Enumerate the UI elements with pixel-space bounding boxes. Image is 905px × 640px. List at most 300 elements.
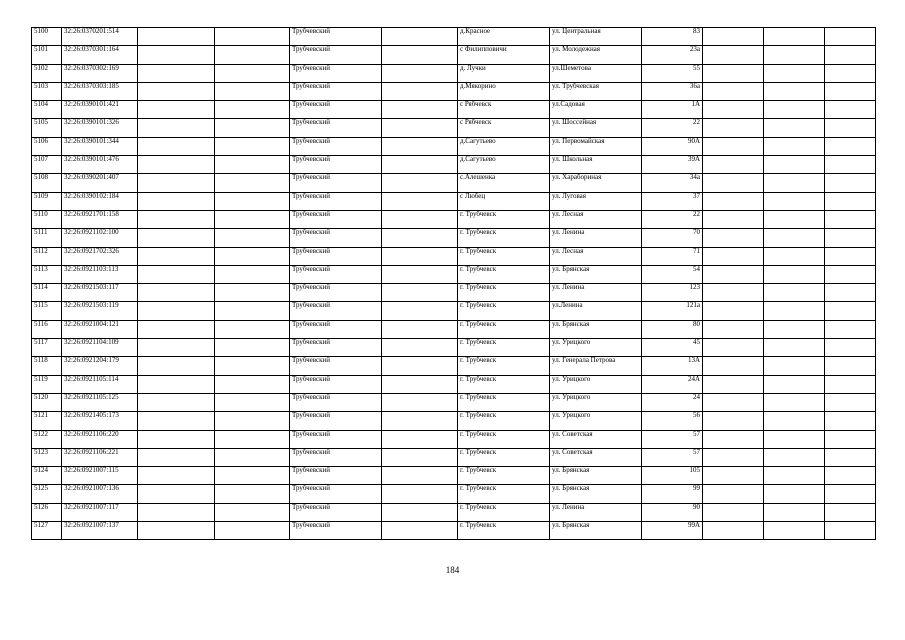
- empty-cell: [703, 119, 764, 137]
- empty-cell: [215, 522, 290, 540]
- empty-cell: [703, 485, 764, 503]
- table-row: [32, 448, 876, 466]
- table-row: [32, 357, 876, 375]
- cadastral-number-cell: 32:26:0921106:221: [62, 448, 138, 466]
- table-row: [32, 302, 876, 320]
- empty-cell: [382, 485, 458, 503]
- house-number-cell: 24: [642, 393, 703, 411]
- empty-cell: [703, 412, 764, 430]
- empty-cell: [138, 485, 215, 503]
- empty-cell: [825, 46, 876, 64]
- empty-cell: [382, 64, 458, 82]
- table-row: [32, 247, 876, 265]
- district-cell: Трубчевский: [290, 357, 382, 375]
- empty-cell: [764, 393, 825, 411]
- empty-cell: [215, 101, 290, 119]
- district-cell: Трубчевский: [290, 485, 382, 503]
- empty-cell: [382, 229, 458, 247]
- empty-cell: [215, 82, 290, 100]
- empty-cell: [764, 192, 825, 210]
- street-cell: ул. Брянская: [550, 320, 642, 338]
- empty-cell: [382, 137, 458, 155]
- district-cell: Трубчевский: [290, 119, 382, 137]
- empty-cell: [138, 156, 215, 174]
- cadastral-number-cell: 32:26:0921007:117: [62, 503, 138, 521]
- row-number-cell: 5113: [32, 265, 62, 283]
- street-cell: ул.Шеметова: [550, 64, 642, 82]
- empty-cell: [764, 119, 825, 137]
- empty-cell: [215, 320, 290, 338]
- district-cell: Трубчевский: [290, 320, 382, 338]
- house-number-cell: 45: [642, 339, 703, 357]
- district-cell: Трубчевский: [290, 28, 382, 46]
- house-number-cell: 99А: [642, 522, 703, 540]
- house-number-cell: 57: [642, 448, 703, 466]
- table-row: [32, 339, 876, 357]
- settlement-cell: г. Трубчевск: [458, 210, 550, 228]
- empty-cell: [825, 320, 876, 338]
- row-number-cell: 5117: [32, 339, 62, 357]
- street-cell: ул.Ленина: [550, 302, 642, 320]
- empty-cell: [764, 229, 825, 247]
- house-number-cell: 121а: [642, 302, 703, 320]
- house-number-cell: 36а: [642, 82, 703, 100]
- cadastral-number-cell: 32:26:0921503:119: [62, 302, 138, 320]
- row-number-cell: 5100: [32, 28, 62, 46]
- settlement-cell: г. Трубчевск: [458, 302, 550, 320]
- empty-cell: [825, 357, 876, 375]
- empty-cell: [764, 412, 825, 430]
- empty-cell: [215, 357, 290, 375]
- street-cell: ул. Ленина: [550, 503, 642, 521]
- empty-cell: [215, 503, 290, 521]
- empty-cell: [215, 339, 290, 357]
- empty-cell: [703, 357, 764, 375]
- empty-cell: [703, 156, 764, 174]
- house-number-cell: 22: [642, 119, 703, 137]
- cadastral-number-cell: 32:26:0390201:407: [62, 174, 138, 192]
- empty-cell: [382, 302, 458, 320]
- empty-cell: [215, 137, 290, 155]
- row-number-cell: 5114: [32, 284, 62, 302]
- table-row: [32, 430, 876, 448]
- district-cell: Трубчевский: [290, 522, 382, 540]
- house-number-cell: 34а: [642, 174, 703, 192]
- empty-cell: [764, 284, 825, 302]
- empty-cell: [764, 522, 825, 540]
- house-number-cell: 24А: [642, 375, 703, 393]
- row-number-cell: 5111: [32, 229, 62, 247]
- street-cell: ул. Лесная: [550, 210, 642, 228]
- settlement-cell: с.Алешенка: [458, 174, 550, 192]
- settlement-cell: с Любец: [458, 192, 550, 210]
- street-cell: ул. Ленина: [550, 229, 642, 247]
- settlement-cell: с Рябчевск: [458, 101, 550, 119]
- empty-cell: [825, 28, 876, 46]
- empty-cell: [215, 28, 290, 46]
- row-number-cell: 5121: [32, 412, 62, 430]
- empty-cell: [825, 412, 876, 430]
- empty-cell: [215, 302, 290, 320]
- street-cell: ул. Центральная: [550, 28, 642, 46]
- district-cell: Трубчевский: [290, 284, 382, 302]
- row-number-cell: 5127: [32, 522, 62, 540]
- empty-cell: [382, 46, 458, 64]
- settlement-cell: г. Трубчевск: [458, 485, 550, 503]
- cadastral-number-cell: 32:26:0390101:476: [62, 156, 138, 174]
- cadastral-number-cell: 32:26:0921405:173: [62, 412, 138, 430]
- empty-cell: [382, 82, 458, 100]
- empty-cell: [703, 174, 764, 192]
- empty-cell: [764, 174, 825, 192]
- cadastral-number-cell: 32:26:0390101:326: [62, 119, 138, 137]
- house-number-cell: 57: [642, 430, 703, 448]
- empty-cell: [825, 503, 876, 521]
- empty-cell: [703, 320, 764, 338]
- empty-cell: [703, 210, 764, 228]
- cadastral-number-cell: 32:26:0921105:114: [62, 375, 138, 393]
- empty-cell: [764, 247, 825, 265]
- street-cell: ул. Лесная: [550, 247, 642, 265]
- house-number-cell: 71: [642, 247, 703, 265]
- empty-cell: [215, 265, 290, 283]
- district-cell: Трубчевский: [290, 101, 382, 119]
- row-number-cell: 5122: [32, 430, 62, 448]
- empty-cell: [215, 247, 290, 265]
- empty-cell: [825, 375, 876, 393]
- empty-cell: [382, 339, 458, 357]
- table-row: [32, 522, 876, 540]
- empty-cell: [825, 210, 876, 228]
- cadastral-number-cell: 32:26:0921007:137: [62, 522, 138, 540]
- empty-cell: [764, 357, 825, 375]
- empty-cell: [825, 302, 876, 320]
- empty-cell: [703, 101, 764, 119]
- empty-cell: [138, 46, 215, 64]
- house-number-cell: 37: [642, 192, 703, 210]
- empty-cell: [382, 265, 458, 283]
- cadastral-number-cell: 32:26:0921102:100: [62, 229, 138, 247]
- district-cell: Трубчевский: [290, 430, 382, 448]
- district-cell: Трубчевский: [290, 375, 382, 393]
- settlement-cell: г. Трубчевск: [458, 522, 550, 540]
- empty-cell: [764, 339, 825, 357]
- empty-cell: [138, 522, 215, 540]
- empty-cell: [215, 156, 290, 174]
- empty-cell: [215, 64, 290, 82]
- district-cell: Трубчевский: [290, 265, 382, 283]
- district-cell: Трубчевский: [290, 412, 382, 430]
- empty-cell: [382, 247, 458, 265]
- table-row: [32, 174, 876, 192]
- street-cell: ул. Харабориная: [550, 174, 642, 192]
- empty-cell: [382, 210, 458, 228]
- table-row: [32, 156, 876, 174]
- settlement-cell: г. Трубчевск: [458, 503, 550, 521]
- row-number-cell: 5124: [32, 467, 62, 485]
- house-number-cell: 90: [642, 503, 703, 521]
- settlement-cell: г. Трубчевск: [458, 320, 550, 338]
- row-number-cell: 5110: [32, 210, 62, 228]
- row-number-cell: 5115: [32, 302, 62, 320]
- row-number-cell: 5123: [32, 448, 62, 466]
- empty-cell: [382, 101, 458, 119]
- house-number-cell: 54: [642, 265, 703, 283]
- street-cell: ул.Садовая: [550, 101, 642, 119]
- empty-cell: [825, 339, 876, 357]
- district-cell: Трубчевский: [290, 156, 382, 174]
- street-cell: ул. Ленина: [550, 284, 642, 302]
- house-number-cell: 13А: [642, 357, 703, 375]
- empty-cell: [703, 247, 764, 265]
- empty-cell: [215, 375, 290, 393]
- empty-cell: [825, 82, 876, 100]
- street-cell: ул. Школьная: [550, 156, 642, 174]
- table-row: [32, 192, 876, 210]
- row-number-cell: 5120: [32, 393, 62, 411]
- empty-cell: [703, 339, 764, 357]
- settlement-cell: д.Сагутьево: [458, 156, 550, 174]
- settlement-cell: г. Трубчевск: [458, 229, 550, 247]
- empty-cell: [382, 284, 458, 302]
- empty-cell: [703, 467, 764, 485]
- empty-cell: [138, 467, 215, 485]
- empty-cell: [703, 64, 764, 82]
- empty-cell: [382, 430, 458, 448]
- table-row: [32, 64, 876, 82]
- empty-cell: [382, 412, 458, 430]
- empty-cell: [825, 229, 876, 247]
- street-cell: ул. Советская: [550, 448, 642, 466]
- empty-cell: [703, 46, 764, 64]
- district-cell: Трубчевский: [290, 82, 382, 100]
- empty-cell: [138, 503, 215, 521]
- empty-cell: [215, 229, 290, 247]
- empty-cell: [764, 448, 825, 466]
- empty-cell: [764, 430, 825, 448]
- empty-cell: [382, 522, 458, 540]
- row-number-cell: 5109: [32, 192, 62, 210]
- house-number-cell: 39А: [642, 156, 703, 174]
- table-row: [32, 320, 876, 338]
- empty-cell: [382, 320, 458, 338]
- empty-cell: [215, 467, 290, 485]
- empty-cell: [703, 375, 764, 393]
- house-number-cell: 55: [642, 64, 703, 82]
- empty-cell: [764, 375, 825, 393]
- empty-cell: [215, 46, 290, 64]
- empty-cell: [215, 192, 290, 210]
- street-cell: ул. Урицкого: [550, 412, 642, 430]
- empty-cell: [138, 339, 215, 357]
- table-row: [32, 284, 876, 302]
- table-row: [32, 265, 876, 283]
- empty-cell: [703, 522, 764, 540]
- table-row: [32, 28, 876, 46]
- empty-cell: [382, 503, 458, 521]
- empty-cell: [703, 28, 764, 46]
- cadastral-number-cell: 32:26:0390101:344: [62, 137, 138, 155]
- empty-cell: [825, 174, 876, 192]
- settlement-cell: г. Трубчевск: [458, 375, 550, 393]
- empty-cell: [703, 192, 764, 210]
- row-number-cell: 5119: [32, 375, 62, 393]
- street-cell: ул. Брянская: [550, 467, 642, 485]
- row-number-cell: 5101: [32, 46, 62, 64]
- house-number-cell: 123: [642, 284, 703, 302]
- house-number-cell: 22: [642, 210, 703, 228]
- empty-cell: [138, 448, 215, 466]
- empty-cell: [703, 448, 764, 466]
- street-cell: ул. Трубчевская: [550, 82, 642, 100]
- empty-cell: [382, 357, 458, 375]
- street-cell: ул. Брянская: [550, 265, 642, 283]
- table-body: [32, 28, 876, 540]
- empty-cell: [825, 119, 876, 137]
- empty-cell: [764, 82, 825, 100]
- empty-cell: [382, 174, 458, 192]
- empty-cell: [382, 192, 458, 210]
- empty-cell: [703, 503, 764, 521]
- empty-cell: [138, 393, 215, 411]
- row-number-cell: 5118: [32, 357, 62, 375]
- street-cell: ул. Первомайская: [550, 137, 642, 155]
- row-number-cell: 5112: [32, 247, 62, 265]
- cadastral-number-cell: 32:26:0921105:125: [62, 393, 138, 411]
- district-cell: Трубчевский: [290, 174, 382, 192]
- table-row: [32, 467, 876, 485]
- row-number-cell: 5106: [32, 137, 62, 155]
- table-row: [32, 210, 876, 228]
- empty-cell: [138, 412, 215, 430]
- table-row: [32, 229, 876, 247]
- empty-cell: [138, 101, 215, 119]
- empty-cell: [138, 64, 215, 82]
- empty-cell: [764, 101, 825, 119]
- empty-cell: [703, 284, 764, 302]
- settlement-cell: г. Трубчевск: [458, 247, 550, 265]
- cadastral-number-cell: 32:26:0921204:179: [62, 357, 138, 375]
- table-row: [32, 375, 876, 393]
- empty-cell: [138, 82, 215, 100]
- cadastral-number-cell: 32:26:0921702:326: [62, 247, 138, 265]
- cadastral-number-cell: 32:26:0370201:514: [62, 28, 138, 46]
- settlement-cell: г. Трубчевск: [458, 284, 550, 302]
- street-cell: ул. Шоссейная: [550, 119, 642, 137]
- settlement-cell: г. Трубчевск: [458, 339, 550, 357]
- empty-cell: [703, 393, 764, 411]
- settlement-cell: с Рябчевск: [458, 119, 550, 137]
- settlement-cell: г. Трубчевск: [458, 448, 550, 466]
- cadastral-number-cell: 32:26:0370301:164: [62, 46, 138, 64]
- table-row: [32, 137, 876, 155]
- cadastral-number-cell: 32:26:0921007:136: [62, 485, 138, 503]
- empty-cell: [764, 503, 825, 521]
- empty-cell: [382, 448, 458, 466]
- house-number-cell: 99: [642, 485, 703, 503]
- empty-cell: [703, 82, 764, 100]
- house-number-cell: 70: [642, 229, 703, 247]
- empty-cell: [825, 192, 876, 210]
- empty-cell: [215, 119, 290, 137]
- house-number-cell: 105: [642, 467, 703, 485]
- cadastral-number-cell: 32:26:0921701:158: [62, 210, 138, 228]
- empty-cell: [764, 265, 825, 283]
- table-row: [32, 503, 876, 521]
- empty-cell: [825, 430, 876, 448]
- empty-cell: [825, 64, 876, 82]
- street-cell: ул. Молодежная: [550, 46, 642, 64]
- house-number-cell: 90А: [642, 137, 703, 155]
- empty-cell: [215, 393, 290, 411]
- street-cell: ул. Брянская: [550, 485, 642, 503]
- settlement-cell: г. Трубчевск: [458, 265, 550, 283]
- district-cell: Трубчевский: [290, 503, 382, 521]
- empty-cell: [138, 192, 215, 210]
- row-number-cell: 5125: [32, 485, 62, 503]
- empty-cell: [825, 522, 876, 540]
- empty-cell: [138, 174, 215, 192]
- table-row: [32, 46, 876, 64]
- settlement-cell: г. Трубчевск: [458, 430, 550, 448]
- street-cell: ул. Брянская: [550, 522, 642, 540]
- table-row: [32, 101, 876, 119]
- street-cell: ул. Урицкого: [550, 339, 642, 357]
- empty-cell: [215, 448, 290, 466]
- empty-cell: [138, 229, 215, 247]
- house-number-cell: 1А: [642, 101, 703, 119]
- empty-cell: [703, 430, 764, 448]
- district-cell: Трубчевский: [290, 393, 382, 411]
- settlement-cell: д.Красное: [458, 28, 550, 46]
- row-number-cell: 5104: [32, 101, 62, 119]
- cadastral-number-cell: 32:26:0390102:184: [62, 192, 138, 210]
- street-cell: ул. Урицкого: [550, 393, 642, 411]
- row-number-cell: 5105: [32, 119, 62, 137]
- empty-cell: [215, 412, 290, 430]
- empty-cell: [382, 28, 458, 46]
- empty-cell: [138, 357, 215, 375]
- settlement-cell: д. Лучки: [458, 64, 550, 82]
- empty-cell: [382, 119, 458, 137]
- district-cell: Трубчевский: [290, 210, 382, 228]
- settlement-cell: с Филипповичи: [458, 46, 550, 64]
- empty-cell: [138, 375, 215, 393]
- empty-cell: [825, 284, 876, 302]
- cadastral-number-cell: 32:26:0370303:185: [62, 82, 138, 100]
- district-cell: Трубчевский: [290, 247, 382, 265]
- empty-cell: [382, 375, 458, 393]
- settlement-cell: г. Трубчевск: [458, 412, 550, 430]
- empty-cell: [764, 46, 825, 64]
- street-cell: ул. Луговая: [550, 192, 642, 210]
- cadastral-number-cell: 32:26:0921106:220: [62, 430, 138, 448]
- empty-cell: [764, 64, 825, 82]
- settlement-cell: г. Трубчевск: [458, 393, 550, 411]
- district-cell: Трубчевский: [290, 46, 382, 64]
- district-cell: Трубчевский: [290, 448, 382, 466]
- empty-cell: [825, 156, 876, 174]
- empty-cell: [825, 448, 876, 466]
- empty-cell: [138, 284, 215, 302]
- empty-cell: [825, 101, 876, 119]
- district-cell: Трубчевский: [290, 467, 382, 485]
- empty-cell: [703, 229, 764, 247]
- district-cell: Трубчевский: [290, 64, 382, 82]
- page-number: 184: [445, 565, 460, 575]
- row-number-cell: 5103: [32, 82, 62, 100]
- table-row: [32, 412, 876, 430]
